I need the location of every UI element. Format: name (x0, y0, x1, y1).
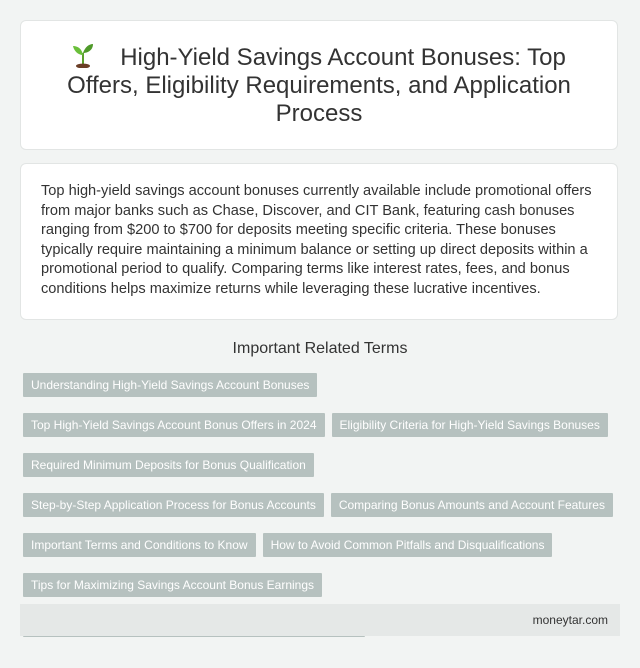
related-term-tag[interactable]: Tips for Maximizing Savings Account Bonus Earnings (23, 573, 322, 597)
related-term-tag[interactable]: Eligibility Criteria for High-Yield Savings Bonuses (332, 413, 608, 437)
summary-card (20, 163, 618, 320)
related-term-tag[interactable]: Understanding High-Yield Savings Account Bonuses (23, 373, 317, 397)
summary-text: Top high-yield savings account bonuses currently available include promotional offers from major banks such as Chase, Discover, and CIT Bank, featuring cash bonuses ranging from $200 to $700 for deposits meeting specific criteria. These bonuses typically require maintaining a minimum balance or setting up direct deposits within a promotional period to qualify. Comparing terms like interest rates, fees, and bonus conditions helps maximize returns while leveraging these lucrative incentives. (41, 183, 592, 297)
page-title-text: High-Yield Savings Account Bonuses: Top Offers, Eligibility Requirements, and Application Process (67, 44, 571, 127)
related-terms-heading: Important Related Terms (232, 340, 408, 357)
related-term-tag[interactable]: How to Avoid Common Pitfalls and Disqualifications (263, 533, 553, 557)
related-term-tag[interactable]: Step-by-Step Application Process for Bonus Accounts (23, 493, 324, 517)
footer (20, 604, 620, 636)
footer-site-link[interactable]: moneytar.com (532, 613, 608, 627)
page-title (51, 42, 587, 128)
title-card (20, 20, 618, 150)
related-term-tag[interactable]: Important Terms and Conditions to Know (23, 533, 256, 557)
related-term-tag[interactable]: Top High-Yield Savings Account Bonus Offers in 2024 (23, 413, 325, 437)
sprout-icon (72, 42, 94, 68)
related-term-tag[interactable]: Comparing Bonus Amounts and Account Features (331, 493, 613, 517)
related-terms-list (23, 373, 619, 637)
related-term-tag[interactable]: Required Minimum Deposits for Bonus Qualification (23, 453, 314, 477)
